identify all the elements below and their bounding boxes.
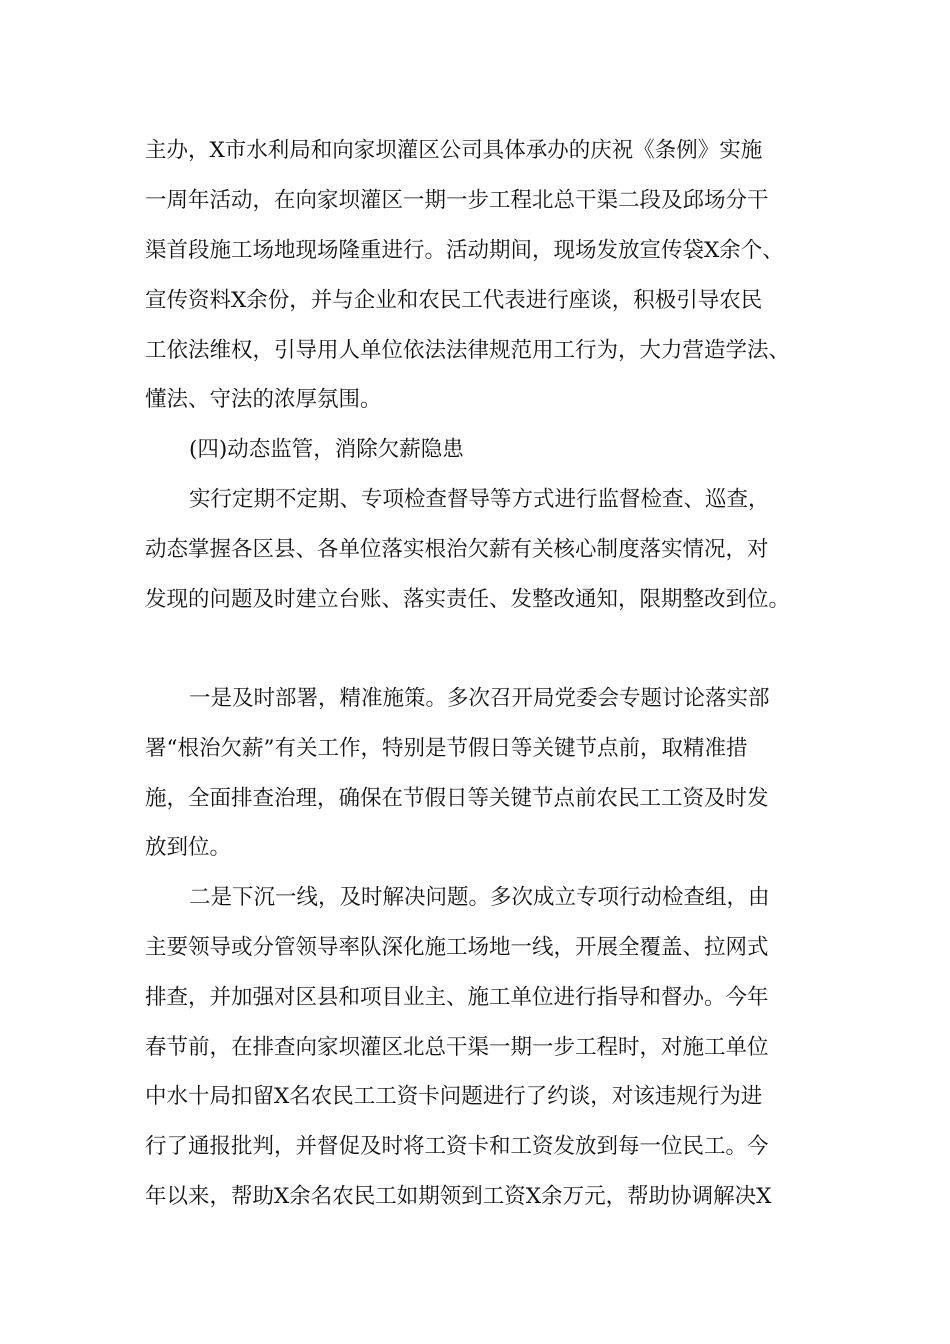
text-line: 渠首段施工场地现场隆重进行。活动期间，现场发放宣传袋X余个、 — [145, 238, 784, 263]
section-heading: (四)动态监管，消除欠薪隐患 — [189, 437, 464, 462]
text-line: 发现的问题及时建立台账、落实责任、发整改通知，限期整改到位。 — [145, 587, 791, 612]
text-line: 二是下沉一线，及时解决问题。多次成立专项行动检查组，由 — [189, 885, 770, 910]
text-line: 春节前，在排查向家坝灌区北总干渠一期一步工程时，对施工单位 — [145, 1035, 769, 1060]
text-line: 排查，并加强对区县和项目业主、施工单位进行指导和督办。今年 — [145, 985, 769, 1010]
text-line: 署“根治欠薪”有关工作，特别是节假日等关键节点前，取精准措 — [145, 736, 748, 761]
text-line: 放到位。 — [145, 835, 232, 860]
text-line: 行了通报批判，并督促及时将工资卡和工资发放到每一位民工。今 — [145, 1134, 769, 1159]
text-line: 动态掌握各区县、各单位落实根治欠薪有关核心制度落实情况，对 — [145, 537, 769, 562]
text-line: 懂法、守法的浓厚氛围。 — [145, 387, 382, 412]
text-line: 宣传资料X余份，并与企业和农民工代表进行座谈，积极引导农民 — [145, 288, 763, 313]
text-line: 一周年活动，在向家坝灌区一期一步工程北总干渠二段及邱场分干 — [145, 188, 769, 213]
text-line: 一是及时部署，精准施策。多次召开局党委会专题讨论落实部 — [189, 686, 770, 711]
text-line: 工依法维权，引导用人单位依法法律规范用工行为，大力营造学法、 — [145, 338, 791, 363]
text-line: 年以来，帮助X余名农民工如期领到工资X余万元，帮助协调解决X — [145, 1184, 772, 1209]
text-line: 中水十局扣留X名农民工工资卡问题进行了约谈，对该违规行为进 — [145, 1084, 763, 1109]
text-line: 施，全面排查治理，确保在节假日等关键节点前农民工工资及时发 — [145, 786, 769, 811]
text-line: 主办，X市水利局和向家坝灌区公司具体承办的庆祝《条例》实施 — [145, 138, 763, 163]
text-line: 主要领导或分管领导率队深化施工场地一线，开展全覆盖、拉网式 — [145, 935, 769, 960]
text-line: 实行定期不定期、专项检查督导等方式进行监督检查、巡查， — [189, 487, 770, 512]
